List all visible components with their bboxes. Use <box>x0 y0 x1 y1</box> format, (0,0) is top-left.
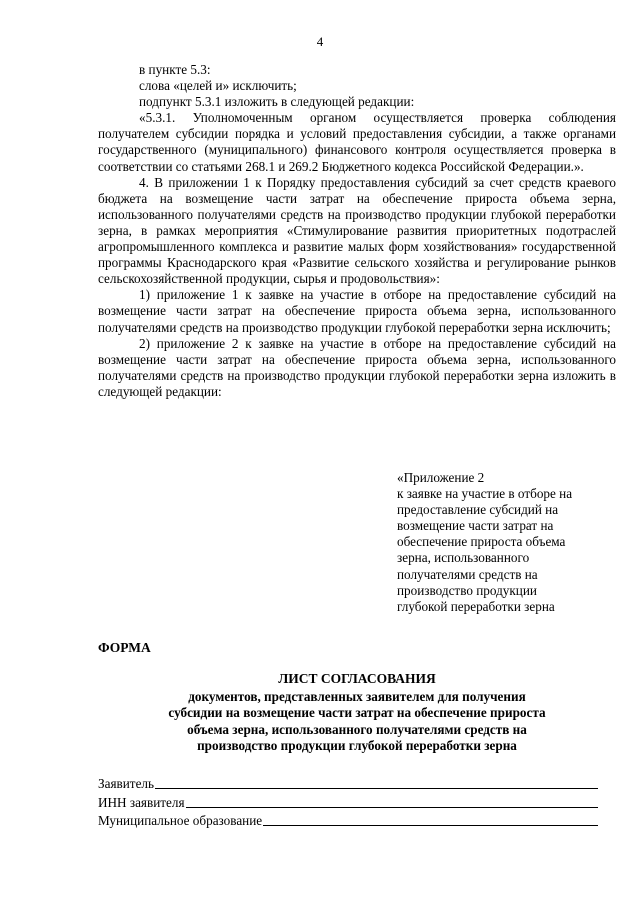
subtitle-line: субсидии на возмещение части затрат на обеспечение прироста <box>168 705 546 721</box>
form-title: ЛИСТ СОГЛАСОВАНИЯ <box>278 671 436 686</box>
municipality-fill-line <box>263 825 598 826</box>
appendix-heading-block <box>397 470 612 615</box>
paragraph-subitem-1: 1) приложение 1 к заявке на участие в отборе на предоставление субсидий на возмещение части затрат на обеспечение прироста объема зерна, использованного получателями средств на производство продукции глубокой переработки зерна исключить; <box>98 287 616 335</box>
appendix-line: получателями средств на <box>397 566 538 582</box>
subtitle-line: документов, представленных заявителем для получения <box>188 689 526 704</box>
appendix-line: производство продукции <box>397 582 537 598</box>
inn-field <box>98 792 598 810</box>
inn-fill-line <box>186 807 598 808</box>
form-subtitle <box>98 689 616 754</box>
applicant-fill-line <box>155 788 598 789</box>
paragraph-item-5-3: в пункте 5.3: <box>139 62 211 77</box>
applicant-label: Заявитель <box>98 776 155 792</box>
appendix-line: возмещение части затрат на <box>397 518 554 534</box>
appendix-line: глубокой переработки зерна <box>397 598 555 614</box>
appendix-line: «Приложение 2 <box>397 470 485 485</box>
appendix-line: к заявке на участие в отборе на <box>397 486 573 502</box>
appendix-line: предоставление субсидий на <box>397 502 559 518</box>
appendix-line: обеспечение прироста объема <box>397 534 566 550</box>
form-fields <box>98 774 598 829</box>
page-number: 4 <box>316 34 324 49</box>
paragraph-subitem-intro: подпункт 5.3.1 изложить в следующей редакции: <box>139 94 415 110</box>
body-text <box>98 62 616 400</box>
subtitle-line: производство продукции глубокой переработки зерна <box>197 737 517 753</box>
appendix-line: зерна, использованного <box>397 550 530 566</box>
municipality-label: Муниципальное образование <box>98 812 263 828</box>
applicant-field <box>98 774 598 792</box>
inn-label: ИНН заявителя <box>98 794 185 810</box>
paragraph-subitem-5-3-1: «5.3.1. Уполномоченным органом осуществляется проверка соблюдения получателем субсидии порядка и условий предоставления субсидии, а также органами государственного (муниципального) финансового контроля осуществляется проверка в соответствии со статьями 268.1 и 269.2 Бюджетного кодекса Российской Федерации.». <box>98 110 616 174</box>
paragraph-subitem-2: 2) приложение 2 к заявке на участие в отборе на предоставление субсидий на возмещение части затрат на обеспечение прироста объема зерна, использованного получателями средств на производство продукции глубокой переработки зерна изложить в следующей редакции: <box>98 335 616 399</box>
paragraph-exclude-words: слова «целей и» исключить; <box>139 78 297 94</box>
form-label: ФОРМА <box>98 640 151 655</box>
subtitle-line: объема зерна, использованного получателями средств на <box>187 721 527 737</box>
municipality-field <box>98 811 598 829</box>
paragraph-item-4: 4. В приложении 1 к Порядку предоставления субсидий за счет средств краевого бюджета на возмещение части затрат на обеспечение прироста объема зерна, использованного получателями средств на производство продукции глубокой переработки зерна, в рамках мероприятия «Стимулирование развития приоритетных подотраслей агропромышленного комплекса и развитие малых форм хозяйствования» государственной программы Краснодарского края «Развитие сельского хозяйства и регулирование рынков сельскохозяйственной продукции, сырья и продовольствия»: <box>98 174 616 287</box>
